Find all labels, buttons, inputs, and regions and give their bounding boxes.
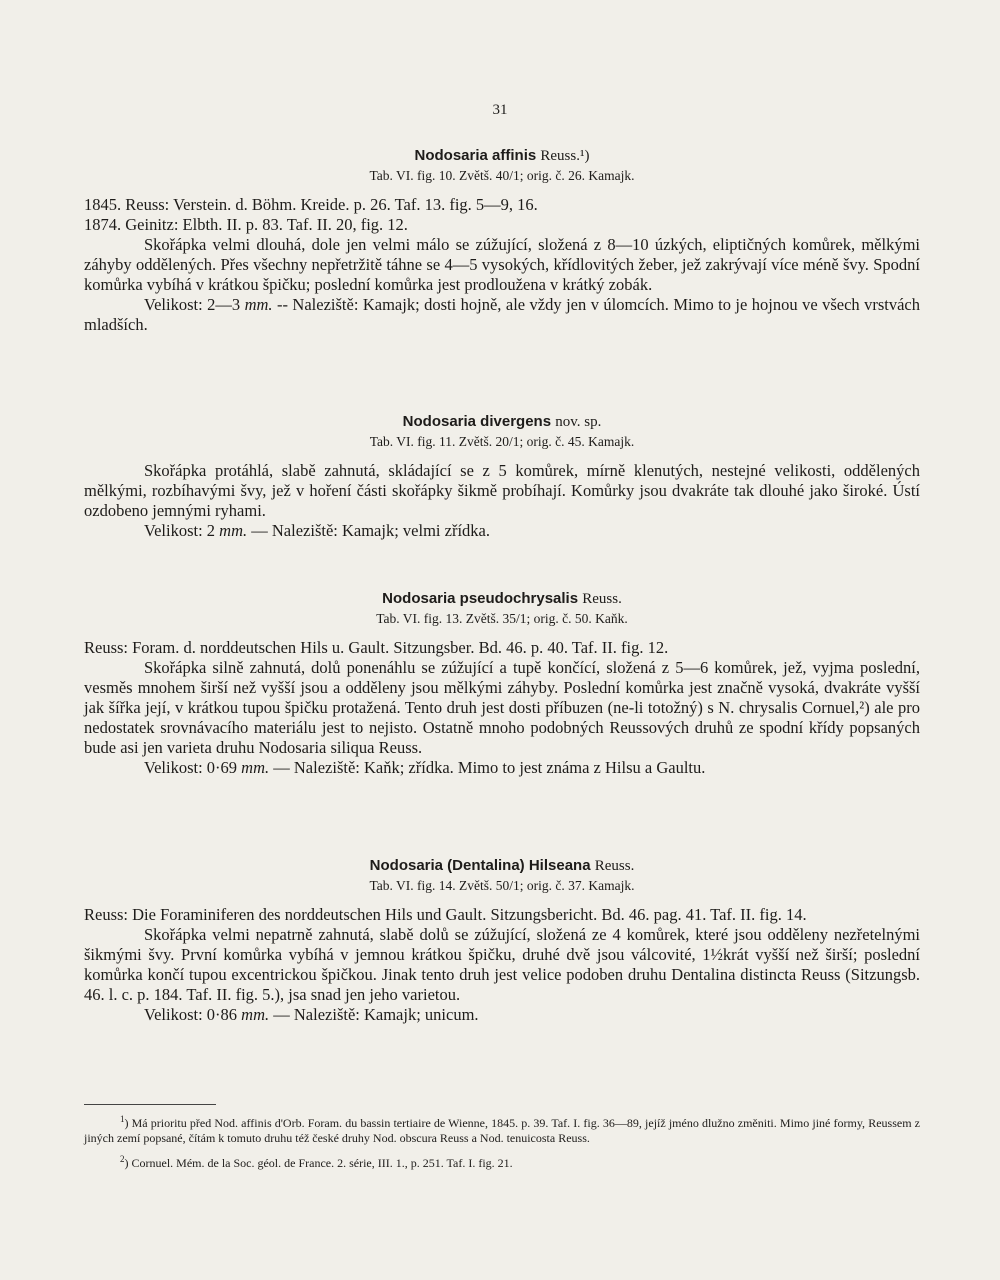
size-locality-paragraph: Velikost: 0·69 mm. — Naleziště: Kaňk; zřídka. Mimo to jest známa z Hilsu a Gaultu.: [144, 758, 706, 777]
unit: mm.: [241, 1005, 270, 1024]
plate-reference: Tab. VI. fig. 13. Zvětš. 35/1; orig. č. 50. Kaňk.: [376, 611, 628, 626]
literature-reference: 1874. Geinitz: Elbth. II. p. 83. Taf. II. 20, fig. 12.: [84, 215, 408, 234]
plate-reference: Tab. VI. fig. 14. Zvětš. 50/1; orig. č. 37. Kamajk.: [369, 878, 635, 893]
literature-reference: 1845. Reuss: Verstein. d. Böhm. Kreide. p. 26. Taf. 13. fig. 5—9, 16.: [84, 195, 538, 214]
species-name: Nodosaria pseudochrysalis: [382, 590, 579, 607]
description-paragraph: Skořápka velmi nepatrně zahnutá, slabě dolů se zúžující, složená ze 4 komůrek, které jsou odděleny nezřetelnými šikmými švy. První komůrka vybíhá v jemnou krátkou špičku, druhé dvě jsou válcovité, 1½krát vyšší než širší; poslední komůrka končí tupou excentrickou špičkou. Jinak tento druh jest velice podoben druhu Dentalina distincta Reuss (Sitzungsb. 46. l. c. p. 184. Taf. II. fig. 5.), jsa snad jen jeho varietou.: [84, 925, 920, 1004]
species-author: Reuss.: [594, 858, 635, 874]
literature-reference: Reuss: Die Foraminiferen des norddeutschen Hils und Gault. Sitzungsbericht. Bd. 46. pag. 41. Taf. II. fig. 14.: [84, 905, 807, 924]
description-paragraph: Skořápka protáhlá, slabě zahnutá, skládající se z 5 komůrek, mírně klenutých, nestejné velikosti, oddělených mělkými, rozbíhavými švy, jež v hoření části skořápky šikmě probíhají. Komůrky jsou dvakráte tak dlouhé jako široké. Ústí ozdobeno jemnými ryhami.: [84, 461, 920, 520]
unit: mm.: [241, 758, 270, 777]
plate-reference: Tab. VI. fig. 11. Zvětš. 20/1; orig. č. 45. Kamajk.: [369, 434, 635, 449]
size-locality-paragraph: Velikost: 0·86 mm. — Naleziště: Kamajk; unicum.: [144, 1005, 479, 1024]
species-name: Nodosaria affinis: [414, 147, 537, 164]
section-heading: [84, 146, 920, 166]
species-author: Reuss.¹): [540, 148, 590, 164]
species-name: Nodosaria (Dentalina) Hilseana: [369, 857, 591, 874]
species-name: Nodosaria divergens: [402, 413, 552, 430]
section-heading: [84, 589, 920, 609]
footnotes: [84, 1112, 920, 1171]
section-heading: [84, 856, 920, 876]
footnote-divider: [84, 1104, 216, 1105]
literature-reference: Reuss: Foram. d. norddeutschen Hils u. Gault. Sitzungsber. Bd. 46. p. 40. Taf. II. fig. 12.: [84, 638, 669, 657]
species-author: nov. sp.: [555, 414, 602, 430]
description-paragraph: Skořápka silně zahnutá, dolů ponenáhlu se zúžující a tupě končící, složená z 5—6 komůrek, jež, vyjma poslední, vesměs mnohem širší než vyšší jsou a odděleny jsou mělkými záhyby. Poslední komůrka jest značně vysoká, dvakráte vyšší jak šířka její, v krátkou tupou špičku protažená. Tento druh jest dosti příbuzen (ne-li totožný) s N. chrysalis Cornuel,²) ale pro nedostatek srovnávacího materiálu jest to nejisto. Ostatně mnoho podobných Reussových druhů ze spodní křídy popsaných bude asi jen varieta druhu Nodosaria siliqua Reuss.: [84, 658, 920, 757]
footnote-1: $^1$) Má prioritu před Nod. affinis d'Orb. Foram. du bassin tertiaire de Wienne, 1845. p. 39. Taf. I. fig. 36—89, jejíž jméno dlužno změniti. Mimo jiné formy, Reussem z jiných zemí popsané, čítám k tomuto druhu též české druhy Nod. obscura Reuss a Nod. tenuicosta Reuss.: [84, 1114, 920, 1145]
section-nodosaria-pseudochrysalis: [84, 589, 920, 778]
size-locality-paragraph: Velikost: 2 mm. — Naleziště: Kamajk; velmi zřídka.: [144, 521, 490, 540]
section-nodosaria-divergens: [84, 412, 920, 541]
plate-reference: Tab. VI. fig. 10. Zvětš. 40/1; orig. č. 26. Kamajk.: [369, 168, 635, 183]
section-heading: [84, 412, 920, 432]
size-locality-paragraph: Velikost: 2—3 mm. -- Naleziště: Kamajk; dosti hojně, ale vždy jen v úlomcích. Mimo to je hojnou ve všech vrstvách mladších.: [84, 295, 921, 334]
description-paragraph: Skořápka velmi dlouhá, dole jen velmi málo se zúžující, složená z 8—10 úzkých, eliptičných komůrek, mělkými záhyby oddělených. Přes všechny nepřetržitě táhne se 4—5 vysokých, křídlovitých žeber, jež zakrývají více méně švy. Spodní komůrka vybíhá v krátkou špičku; poslední komůrka jest prodloužena v krátký zobák.: [84, 235, 920, 294]
page-number: 31: [492, 102, 508, 118]
section-nodosaria-hilseana: [84, 856, 920, 1025]
unit: mm.: [219, 521, 248, 540]
section-nodosaria-affinis: [84, 146, 920, 335]
unit: mm.: [244, 295, 273, 314]
footnote-2: $^2$) Cornuel. Mém. de la Soc. géol. de France. 2. série, III. 1., p. 251. Taf. I. fig. 21.: [120, 1154, 513, 1170]
species-author: Reuss.: [582, 591, 622, 607]
